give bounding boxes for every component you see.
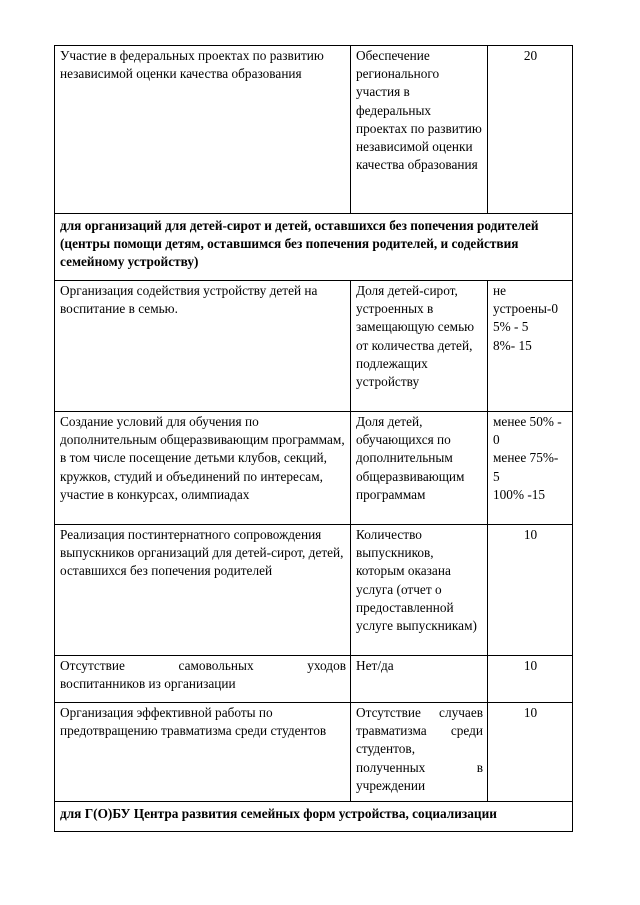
criterion-cell: Реализация постинтернатного сопровождения выпускников организаций для детей-сирот, детей, оставшихся без попечения родителей (55, 525, 351, 656)
criteria-table (54, 45, 573, 832)
score-cell: 20 (488, 46, 573, 214)
score-cell: 10 (488, 656, 573, 703)
indicator-cell: Обеспечение регионального участия в федеральных проектах по развитию независимой оценки качества образования (351, 46, 488, 214)
criterion-line: Отсутствие самовольных уходов (60, 658, 346, 673)
criterion-line: воспитанников из организации (60, 676, 236, 692)
criterion-cell: Организация содействия устройству детей на воспитание в семью. (55, 281, 351, 412)
criterion-cell (55, 656, 351, 703)
score-line: 100% -15 (493, 486, 546, 502)
table-row (55, 703, 573, 802)
score-cell (488, 281, 573, 412)
indicator-cell: Доля детей-сирот, устроенных в замещающую семью от количества детей, подлежащих устройству (351, 281, 488, 412)
criterion-cell: Участие в федеральных проектах по развитию независимой оценки качества образования (55, 46, 351, 214)
score-line: не устроены-0 (493, 283, 559, 317)
section-row (55, 802, 573, 832)
table-row (55, 656, 573, 703)
section-heading-orphans: для организаций для детей-сирот и детей, оставшихся без попечения родителей (центры помощи детям, оставшимся без попечения родителей, и содействия семейному устройству) (55, 214, 573, 281)
criterion-cell: Создание условий для обучения по дополнительным общеразвивающим программам, в том числе посещение детьми клубов, секций, кружков, студий и объединений по интересам, участие в конкурсах, олимпиадах (55, 412, 351, 525)
section-heading-family: для Г(О)БУ Центра развития семейных форм устройства, социализации (55, 802, 573, 832)
table-row (55, 412, 573, 525)
indicator-cell: Доля детей, обучающихся по дополнительным общеразвивающим программам (351, 412, 488, 525)
score-line: 8%- 15 (493, 337, 532, 353)
table-row (55, 525, 573, 656)
indicator-cell: Отсутствие случаев травматизма среди студентов, полученных в учреждении (351, 703, 488, 802)
score-cell: 10 (488, 703, 573, 802)
score-cell (488, 412, 573, 525)
score-cell: 10 (488, 525, 573, 656)
score-line: менее 50% - 0 (493, 414, 562, 448)
score-line: 5% - 5 (493, 319, 529, 335)
criterion-cell: Организация эффективной работы по предотвращению травматизма среди студентов (55, 703, 351, 802)
score-line: менее 75%- 5 (493, 450, 559, 484)
table-row (55, 46, 573, 214)
indicator-cell: Количество выпускников, которым оказана услуга (отчет о предоставленной услуге выпускникам) (351, 525, 488, 656)
table-row (55, 281, 573, 412)
section-row (55, 214, 573, 281)
indicator-cell: Нет/да (351, 656, 488, 703)
